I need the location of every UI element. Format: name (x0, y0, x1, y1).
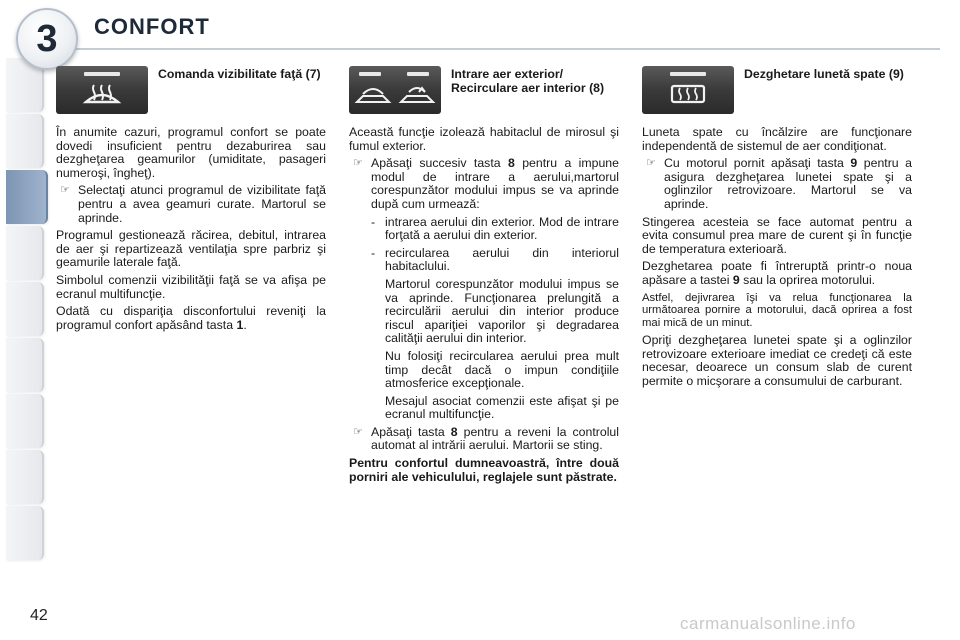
pointer-icon: ☞ (646, 157, 656, 170)
paragraph: Mesajul asociat comenzii este afişat şi pe ecranul multifuncţie. (385, 393, 619, 422)
mode-text: intrarea aerului din exterior. Mod de intrare forţată a aerului din exterior. (385, 214, 619, 243)
watermark: carmanualsonline.info (680, 614, 856, 633)
paragraph (56, 305, 326, 332)
paragraph-text: sau la oprirea motorului. (739, 272, 876, 287)
dash-mark: - (371, 245, 376, 260)
paragraph: În anumite cazuri, programul confort se poate dovedi insuficient pentru dezaburirea sau dezgheţarea geamurilor (umiditate, pasageri numeroşi, îngheţ). (56, 125, 326, 180)
paragraph: Stingerea acesteia se face automat pentru a evita consumul prea mare de curent şi în funcţie de temperatura exterioară. (642, 214, 912, 256)
section-rear-defrost (642, 66, 912, 392)
page-number: 42 (30, 607, 48, 624)
instruction-item (349, 426, 619, 453)
chapter-tabs (0, 58, 44, 578)
paragraph: Luneta spate cu încălzire are funcţionare independentă de sistemul de aer condiţionat. (642, 125, 912, 153)
mode-text: recircularea aerului din interiorul habitaclului. (385, 245, 619, 274)
paragraph: Simbolul comenzii vizibilităţii faţă se va afişa pe ecranul multifuncţie. (56, 272, 326, 301)
air-recirculation-icon (349, 66, 441, 114)
chapter-tab-4[interactable] (6, 226, 44, 280)
paragraph: Nu folosiţi recircularea aerului prea mult timp decât dacă o impun condiţiile atmosferice excepţionale. (385, 348, 619, 391)
highlight-note: Pentru confortul dumneavoastră, între două porniri ale vehiculului, reglajele sunt păstrate. (349, 456, 619, 484)
pointer-icon: ☞ (60, 184, 70, 197)
instruction-text: pentru a asigura dezgheţarea lunetei spate şi a oglinzilor retrovizoare. Martorul se va aprinde. (664, 156, 912, 211)
chapter-tab-9[interactable] (6, 506, 44, 560)
paragraph: Astfel, dejivrarea îşi va relua funcţionarea la următoarea pornire a motorului, dacă oprirea a fost mai mică de un minut. (642, 291, 912, 330)
section-title: Intrare aer exterior/ Recirculare aer interior (8) (451, 67, 605, 95)
instruction-text: Cu motorul pornit apăsaţi tasta (664, 156, 851, 171)
instruction-item (642, 157, 912, 211)
instruction-text: Apăsaţi succesiv tasta (371, 156, 508, 171)
pointer-icon: ☞ (353, 157, 363, 170)
key-ref: 8 (450, 424, 458, 439)
section-title: Comanda vizibilitate faţă (7) (158, 67, 321, 81)
paragraph-text: . (243, 317, 247, 332)
mode-item (349, 247, 619, 274)
instruction-text: pentru a reveni la controlul automat al intrării aerului. Martorii se sting. (371, 424, 619, 453)
paragraph (642, 260, 912, 287)
section-title: Dezghetare lunetă spate (9) (744, 67, 904, 81)
pointer-icon: ☞ (353, 425, 363, 438)
chapter-tab-5[interactable] (6, 282, 44, 336)
rear-defrost-icon (642, 66, 734, 114)
section-air-intake (349, 66, 619, 488)
key-ref: 8 (507, 156, 515, 171)
chapter-tab-8[interactable] (6, 450, 44, 504)
paragraph: Programul gestionează răcirea, debitul, intrarea de aer şi repartizează ventilaţia spre parbriz şi geamurile laterale faţă. (56, 228, 326, 270)
front-defrost-icon (56, 66, 148, 114)
key-ref: 9 (850, 156, 858, 171)
instruction-text: Apăsaţi tasta (371, 424, 451, 439)
paragraph: Această funcţie izolează habitaclul de mirosul şi fumul exterior. (349, 125, 619, 153)
instruction-item (56, 184, 326, 225)
chapter-badge: 3 (16, 8, 78, 70)
section-front-visibility (56, 66, 326, 336)
chapter-tab-7[interactable] (6, 394, 44, 448)
page-title: CONFORT (94, 14, 210, 39)
dash-mark: - (371, 214, 376, 229)
paragraph: Martorul corespunzător modului impus se va aprinde. Funcţionarea prelungită a recirculării aerului din interior produce riscul apariţiei vaporilor şi degradarea calităţii aerului din interior. (385, 276, 619, 346)
paragraph-text: Odată cu dispariţia disconfortului reveniţi la programul confort apăsând tasta (56, 304, 326, 332)
key-ref: 9 (732, 272, 740, 287)
instruction-text: pentru a impune modul de intrare a aerului,martorul corespunzător modului impus se va aprinde după cum urmează: (371, 156, 619, 211)
key-ref: 1 (236, 317, 244, 332)
chapter-tab-6[interactable] (6, 338, 44, 392)
instruction-item (349, 157, 619, 211)
instruction-text: Selectaţi atunci programul de vizibilitate faţă pentru a avea geamuri curate. Martorul se aprinde. (78, 183, 326, 225)
mode-item (349, 216, 619, 243)
chapter-tab-2[interactable] (6, 114, 44, 168)
paragraph: Opriţi dezgheţarea lunetei spate şi a oglinzilor retrovizoare exterioare imediat ce credeţi că este necesar, deoarece un consum slab de curent permite o micşorare a consumului de carburant. (642, 332, 912, 388)
paragraph-text: Dezghetarea poate fi întreruptă printr-o noua apăsare a tastei (642, 259, 912, 287)
chapter-tab-3-active[interactable] (6, 170, 48, 224)
